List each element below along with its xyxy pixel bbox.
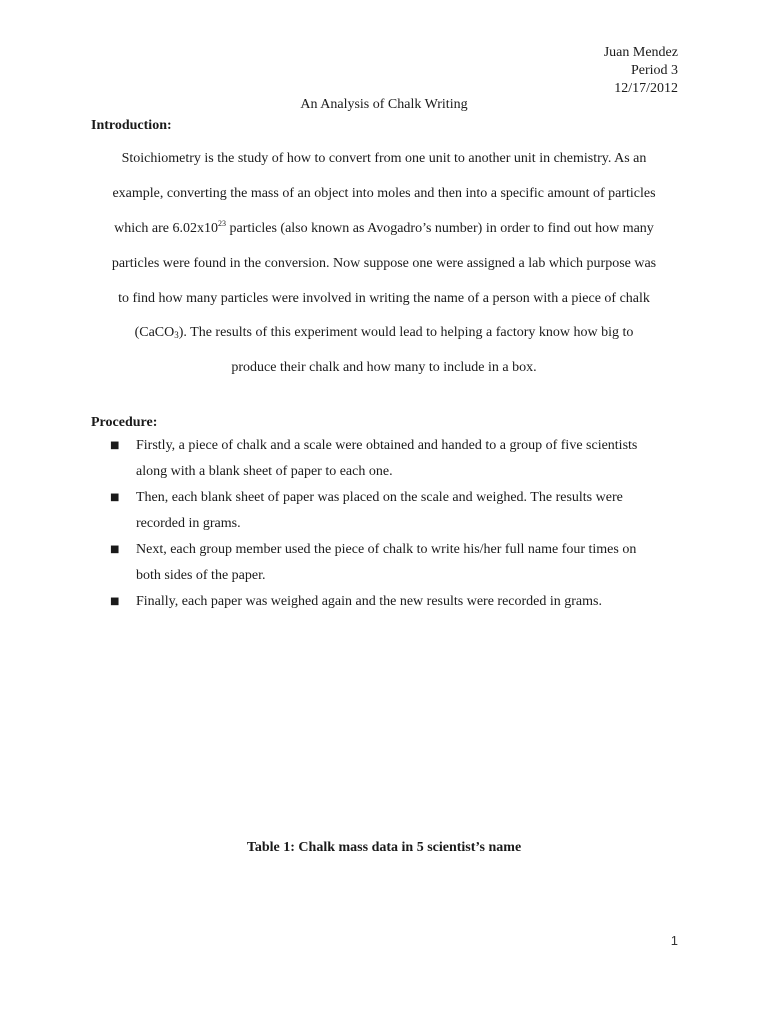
list-item-text: both sides of the paper. (136, 568, 266, 583)
header-block (604, 44, 678, 98)
list-item-text: Next, each group member used the piece of chalk to write his/her full name four times on (136, 542, 637, 557)
author-name: Juan Mendez (603, 45, 678, 60)
square-bullet-icon: ■ (110, 492, 120, 503)
square-bullet-icon: ■ (110, 596, 120, 607)
class-period: Period 3 (630, 63, 678, 78)
page-number: 1 (670, 933, 678, 948)
intro-line: to find how many particles were involved in writing the name of a person with a piece of chalk (118, 291, 650, 306)
intro-text: particles (also known as Avogadro’s number) in order to find out how many (225, 221, 654, 236)
document-date: 12/17/2012 (614, 81, 678, 96)
list-item (110, 485, 690, 537)
intro-line: produce their chalk and how many to include in a box. (231, 360, 537, 375)
intro-line (80, 325, 688, 341)
list-item-text: along with a blank sheet of paper to each one. (136, 464, 393, 479)
square-bullet-icon: ■ (110, 544, 120, 555)
procedure-list (110, 433, 690, 615)
introduction-heading: Introduction: (91, 118, 172, 133)
list-item-text: recorded in grams. (136, 516, 241, 531)
list-item (110, 433, 690, 485)
square-bullet-icon: ■ (110, 440, 120, 451)
intro-text: (CaCO (134, 325, 175, 340)
intro-line (80, 221, 688, 237)
intro-text: which are 6.02x10 (114, 221, 218, 236)
list-item (110, 537, 690, 589)
intro-line: particles were found in the conversion. Now suppose one were assigned a lab which purpose was (111, 256, 657, 271)
table-caption: Table 1: Chalk mass data in 5 scientist’s name (246, 840, 522, 855)
document-title: An Analysis of Chalk Writing (300, 97, 468, 112)
list-item-text: Then, each blank sheet of paper was placed on the scale and weighed. The results were (136, 490, 623, 505)
subscript: 3 (174, 330, 179, 340)
intro-line: example, converting the mass of an object into moles and then into a specific amount of particles (112, 186, 656, 201)
list-item (110, 589, 690, 615)
intro-text: ). The results of this experiment would lead to helping a factory know how big to (178, 325, 634, 340)
exponent: 23 (217, 219, 226, 228)
list-item-text: Finally, each paper was weighed again and the new results were recorded in grams. (136, 594, 602, 609)
procedure-heading: Procedure: (91, 415, 158, 430)
list-item-text: Firstly, a piece of chalk and a scale were obtained and handed to a group of five scientists (136, 438, 638, 453)
intro-line: Stoichiometry is the study of how to convert from one unit to another unit in chemistry. As an (121, 151, 647, 166)
